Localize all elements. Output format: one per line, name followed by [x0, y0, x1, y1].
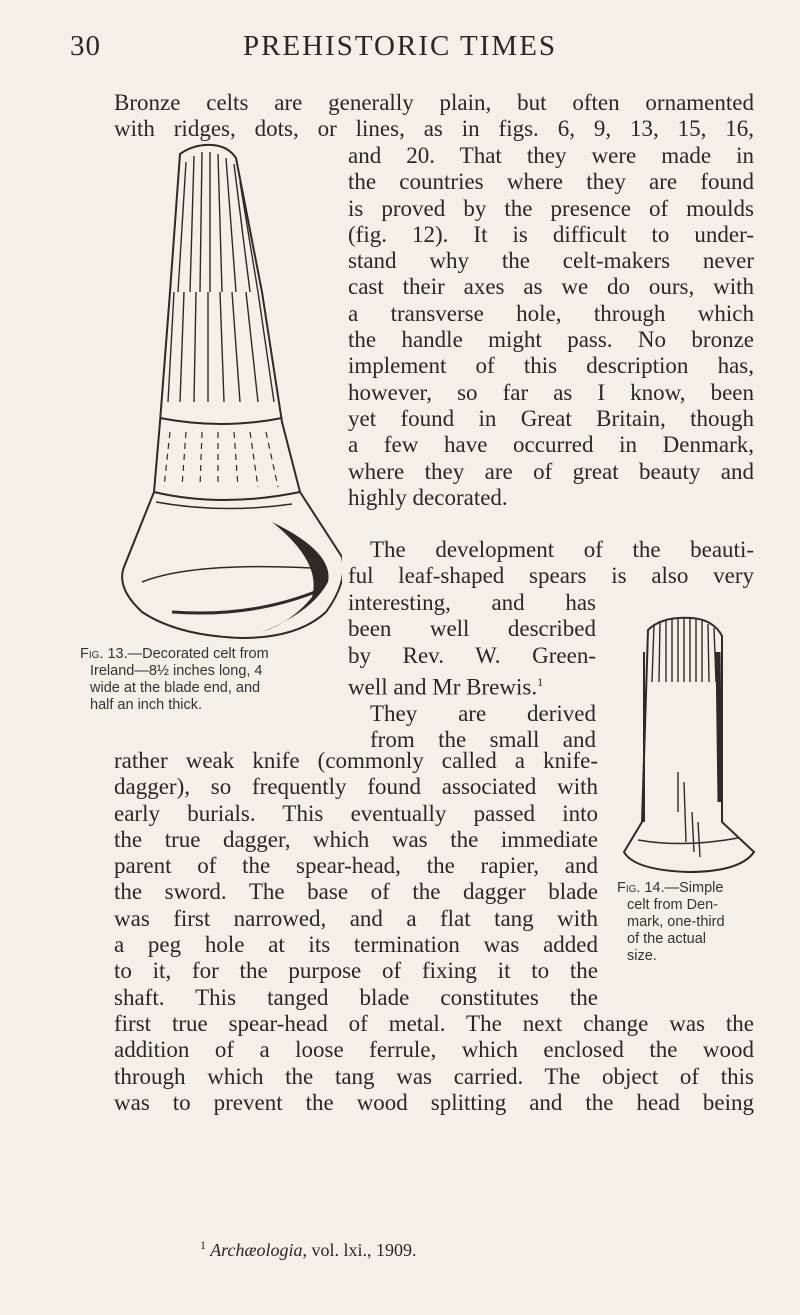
text-line: interesting, and has [348, 590, 596, 615]
text-line: however, so far as I know, been [348, 379, 754, 405]
fig13-celt-illustration [112, 142, 342, 642]
text-line: and 20. That they were made in [348, 143, 754, 168]
text-line: rather weak knife (commonly called a knife- [114, 748, 598, 773]
text-line: was to prevent the wood splitting and the head being [114, 1089, 754, 1115]
caption-line: mark, one-third [627, 914, 725, 930]
text-line: Bronze celts are generally plain, but often ornamented [114, 90, 754, 115]
text-line: dagger), so frequently found associated with [114, 774, 598, 800]
text-line: early burials. This eventually passed into [114, 800, 598, 826]
text-line: was first narrowed, and a flat tang with [114, 905, 598, 931]
text-line: cast their axes as we do ours, with [348, 274, 754, 300]
text-line: by Rev. W. Green- [348, 642, 596, 668]
caption-line: —Simple [664, 880, 724, 896]
footnote-number: 1 [200, 1238, 206, 1252]
paragraph-2-end [114, 1011, 754, 1116]
fig13-caption [80, 646, 340, 714]
fig14-celt-illustration [614, 612, 756, 874]
text-line: from the small and [370, 727, 596, 753]
paragraph-2-start [348, 537, 754, 590]
paragraph-1-continued [348, 143, 754, 511]
text-line: implement of this description has, [348, 353, 754, 379]
text-line: The development of the beauti- [370, 537, 754, 562]
text-line: with ridges, dots, or lines, as in figs. 6, 9, 13, 15, 16, [114, 116, 754, 142]
caption-line: Ireland—8½ inches long, 4 [90, 663, 263, 679]
footnote-journal: Archæologia [210, 1240, 303, 1260]
text-line: stand why the celt-makers never [348, 248, 754, 274]
text-line: the handle might pass. No bronze [348, 327, 754, 353]
text-line: been well described [348, 616, 596, 642]
caption-line: wide at the blade end, and [90, 680, 261, 696]
caption-line: —Decorated celt from [127, 646, 269, 662]
text-line: a few have occurred in Denmark, [348, 432, 754, 458]
text-line: where they are of great beauty and [348, 458, 754, 484]
text-line: the countries where they are found [348, 169, 754, 195]
caption-line: size. [627, 948, 657, 964]
fig14-caption [617, 880, 762, 965]
text-line: ful leaf-shaped spears is also very [348, 563, 754, 589]
footnote [200, 1238, 417, 1261]
page-number: 30 [70, 30, 101, 62]
page-header [0, 30, 800, 70]
text-line: shaft. This tanged blade constitutes the [114, 984, 598, 1010]
paragraph-1-intro [114, 90, 754, 143]
running-head: PREHISTORIC TIMES [242, 30, 558, 62]
text-line: parent of the spear-head, the rapier, and [114, 853, 598, 879]
text-line: the true dagger, which was the immediate [114, 826, 598, 852]
footnote-details: , vol. lxi., 1909. [302, 1240, 417, 1260]
caption-line: of the actual [627, 931, 706, 947]
text-line: addition of a loose ferrule, which enclosed the wood [114, 1037, 754, 1063]
text-line: the sword. The base of the dagger blade [114, 879, 598, 905]
text-line: through which the tang was carried. The object of this [114, 1063, 754, 1089]
footnote-marker: 1 [537, 674, 544, 689]
paragraph-2-middle [114, 748, 598, 1011]
text-line: (fig. 12). It is difficult to under- [348, 221, 754, 247]
text-line: a transverse hole, through which [348, 300, 754, 326]
caption-line: half an inch thick. [90, 697, 203, 713]
fig13-label: Fig. 13. [80, 646, 128, 662]
text-line: highly decorated. [348, 484, 508, 510]
text-line: first true spear-head of metal. The next change was the [114, 1011, 754, 1036]
text-line: They are derived [370, 700, 596, 726]
paragraph-2-narrow [348, 590, 596, 753]
text-line: is proved by the presence of moulds [348, 195, 754, 221]
fig14-label: Fig. 14. [617, 880, 665, 896]
text-line: a peg hole at its termination was added [114, 932, 598, 958]
text-line: well and Mr Brewis. [348, 674, 538, 700]
caption-line: celt from Den- [627, 897, 719, 913]
text-line: to it, for the purpose of fixing it to the [114, 958, 598, 984]
text-line: yet found in Great Britain, though [348, 405, 754, 431]
